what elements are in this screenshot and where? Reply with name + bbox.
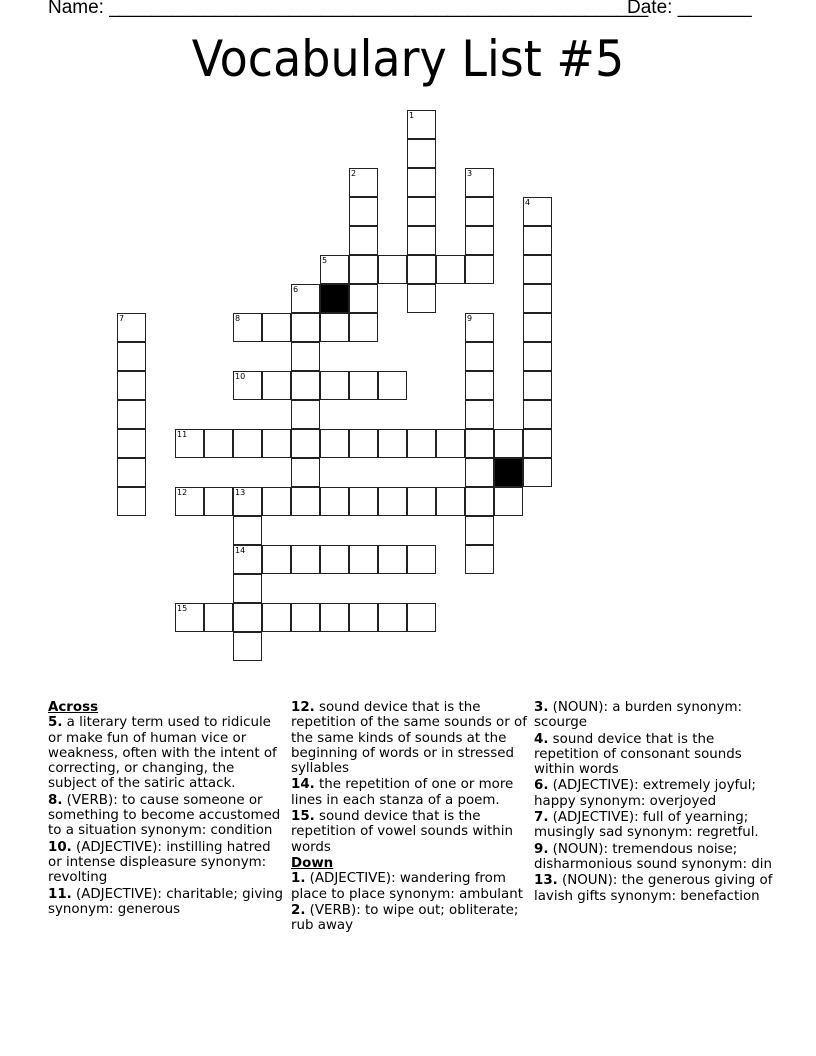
- clue-text: the repetition of one or more lines in each stanza of a poem.: [291, 777, 514, 808]
- grid-cell[interactable]: [233, 603, 262, 632]
- grid-cell[interactable]: [233, 632, 262, 661]
- grid-cell[interactable]: [407, 284, 436, 313]
- grid-cell[interactable]: [204, 487, 233, 516]
- grid-cell[interactable]: [436, 255, 465, 284]
- grid-cell[interactable]: [320, 545, 349, 574]
- clue-text: (ADJECTIVE): wandering from place to place synonym: ambulant: [291, 871, 523, 902]
- clue-number: 1.: [291, 871, 306, 887]
- grid-cell[interactable]: [407, 139, 436, 168]
- black-square: [320, 284, 349, 313]
- grid-cell[interactable]: [523, 226, 552, 255]
- grid-cell[interactable]: [349, 603, 378, 632]
- clue-number: 12.: [291, 700, 315, 715]
- grid-cell[interactable]: [320, 255, 349, 284]
- grid-cell[interactable]: [407, 545, 436, 574]
- clue-number-label: 9: [467, 314, 473, 323]
- clue-number-label: 10: [235, 372, 246, 381]
- clue-number: 9.: [534, 841, 549, 857]
- grid-cell[interactable]: [378, 255, 407, 284]
- clue-number: 5.: [48, 715, 63, 731]
- clue-number: 14.: [291, 777, 315, 793]
- clue-text: sound device that is the repetition of the same sounds or of the same kinds of sounds at the beginning of words or in stressed syllables: [291, 700, 527, 777]
- grid-cell[interactable]: [117, 458, 146, 487]
- clue-across-5: [48, 715, 283, 791]
- grid-cell[interactable]: [407, 168, 436, 197]
- clue-number: 4.: [534, 731, 549, 747]
- clue-down-1: [291, 871, 531, 902]
- clue-number-label: 4: [525, 198, 531, 207]
- clues-column-3: [534, 700, 774, 905]
- clue-number-label: 8: [235, 314, 241, 323]
- grid-cell[interactable]: [494, 487, 523, 516]
- grid-cell[interactable]: [262, 313, 291, 342]
- clue-number: 11.: [48, 886, 72, 902]
- grid-cell[interactable]: [465, 255, 494, 284]
- grid-cell[interactable]: [262, 487, 291, 516]
- clue-number: 7.: [534, 810, 549, 826]
- grid-cell[interactable]: [349, 371, 378, 400]
- clue-down-2: [291, 903, 531, 934]
- grid-cell[interactable]: [378, 371, 407, 400]
- down-heading: Down: [291, 855, 334, 871]
- clue-text: sound device that is the repetition of consonant sounds within words: [534, 731, 742, 778]
- across-heading: Across: [48, 700, 99, 715]
- grid-cell[interactable]: [465, 371, 494, 400]
- grid-cell[interactable]: [233, 371, 262, 400]
- grid-cell[interactable]: [320, 429, 349, 458]
- grid-cell[interactable]: [378, 429, 407, 458]
- grid-cell[interactable]: [291, 313, 320, 342]
- clue-text: (NOUN): the generous giving of lavish gifts synonym: benefaction: [534, 873, 773, 904]
- grid-cell[interactable]: [349, 313, 378, 342]
- grid-cell[interactable]: [291, 371, 320, 400]
- clue-text: (ADJECTIVE): extremely joyful; happy synonym: overjoyed: [534, 778, 756, 809]
- clue-number: 2.: [291, 902, 306, 918]
- grid-cell[interactable]: [117, 487, 146, 516]
- clue-number: 15.: [291, 809, 315, 825]
- clue-number-label: 3: [467, 169, 473, 178]
- clue-number-label: 15: [177, 604, 188, 613]
- grid-cell[interactable]: [465, 226, 494, 255]
- grid-cell[interactable]: [523, 313, 552, 342]
- grid-cell[interactable]: [233, 429, 262, 458]
- date-field[interactable]: Date: _______: [627, 0, 752, 18]
- grid-cell[interactable]: [407, 429, 436, 458]
- clue-text: (ADJECTIVE): charitable; giving synonym: generous: [48, 886, 284, 917]
- clue-text: (VERB): to cause someone or something to become accustomed to a situation synonym: condition: [48, 792, 281, 839]
- clue-down-4: [534, 732, 774, 778]
- grid-cell[interactable]: [291, 458, 320, 487]
- grid-cell[interactable]: [349, 168, 378, 197]
- grid-cell[interactable]: [233, 516, 262, 545]
- grid-cell[interactable]: [523, 255, 552, 284]
- clue-number: 6.: [534, 778, 549, 794]
- clue-number-label: 12: [177, 488, 188, 497]
- grid-cell[interactable]: [523, 371, 552, 400]
- grid-cell[interactable]: [494, 429, 523, 458]
- grid-cell[interactable]: [320, 371, 349, 400]
- name-field[interactable]: Name: ___________________________________________________: [48, 0, 649, 18]
- grid-cell[interactable]: [291, 400, 320, 429]
- grid-cell[interactable]: [175, 487, 204, 516]
- grid-cell[interactable]: [465, 168, 494, 197]
- clue-down-13: [534, 873, 774, 904]
- grid-cell[interactable]: [407, 487, 436, 516]
- grid-cell[interactable]: [349, 545, 378, 574]
- page-title: Vocabulary List #5: [191, 30, 625, 88]
- grid-cell[interactable]: [349, 429, 378, 458]
- grid-cell[interactable]: [523, 429, 552, 458]
- grid-cell[interactable]: [407, 603, 436, 632]
- grid-cell[interactable]: [262, 429, 291, 458]
- grid-cell[interactable]: [465, 400, 494, 429]
- clue-number: 10.: [48, 839, 72, 855]
- clue-down-3: [534, 700, 774, 731]
- grid-cell[interactable]: [436, 487, 465, 516]
- clue-across-14: [291, 777, 531, 808]
- grid-cell[interactable]: [117, 400, 146, 429]
- grid-cell[interactable]: [465, 429, 494, 458]
- clue-text: sound device that is the repetition of vowel sounds within words: [291, 809, 514, 855]
- clue-number-label: 2: [351, 169, 357, 178]
- clue-down-6: [534, 778, 774, 809]
- grid-cell[interactable]: [233, 487, 262, 516]
- grid-cell[interactable]: [465, 342, 494, 371]
- clue-number: 13.: [534, 873, 558, 889]
- clue-across-12: [291, 700, 531, 776]
- grid-cell[interactable]: [378, 545, 407, 574]
- grid-cell[interactable]: [175, 429, 204, 458]
- clue-number: 3.: [534, 700, 549, 715]
- grid-cell[interactable]: [117, 429, 146, 458]
- grid-cell[interactable]: [291, 284, 320, 313]
- grid-cell[interactable]: [291, 545, 320, 574]
- clue-down-7: [534, 810, 774, 841]
- black-square: [494, 458, 523, 487]
- grid-cell[interactable]: [233, 574, 262, 603]
- grid-cell[interactable]: [204, 429, 233, 458]
- clues-column-1: [48, 700, 283, 918]
- grid-cell[interactable]: [465, 313, 494, 342]
- clue-across-11: [48, 887, 283, 918]
- clue-number-label: 14: [235, 546, 246, 555]
- clue-text: a literary term used to ridicule or make fun of human vice or weakness, often with the intent of correcting, or changing, the subject of the satiric attack.: [48, 715, 277, 792]
- grid-cell[interactable]: [320, 313, 349, 342]
- clue-number-label: 5: [322, 256, 328, 265]
- grid-cell[interactable]: [291, 487, 320, 516]
- clue-text: (NOUN): a burden synonym: scourge: [534, 700, 743, 731]
- clue-number-label: 13: [235, 488, 246, 497]
- grid-cell[interactable]: [320, 603, 349, 632]
- grid-cell[interactable]: [465, 458, 494, 487]
- clue-text: (VERB): to wipe out; obliterate; rub away: [291, 902, 519, 934]
- grid-cell[interactable]: [117, 371, 146, 400]
- clue-down-9: [534, 842, 774, 873]
- grid-cell[interactable]: [407, 255, 436, 284]
- clue-across-15: [291, 809, 531, 855]
- clue-text: (ADJECTIVE): instilling hatred or intense displeasure synonym: revolting: [48, 839, 271, 886]
- grid-cell[interactable]: [291, 429, 320, 458]
- grid-cell[interactable]: [175, 603, 204, 632]
- grid-cell[interactable]: [320, 487, 349, 516]
- grid-cell[interactable]: [465, 545, 494, 574]
- grid-cell[interactable]: [523, 400, 552, 429]
- grid-cell[interactable]: [407, 226, 436, 255]
- grid-cell[interactable]: [117, 313, 146, 342]
- grid-cell[interactable]: [523, 197, 552, 226]
- grid-cell[interactable]: [262, 603, 291, 632]
- grid-cell[interactable]: [465, 197, 494, 226]
- grid-cell[interactable]: [436, 429, 465, 458]
- grid-cell[interactable]: [465, 516, 494, 545]
- clue-across-8: [48, 793, 283, 839]
- grid-cell[interactable]: [233, 545, 262, 574]
- grid-cell[interactable]: [262, 371, 291, 400]
- grid-cell[interactable]: [523, 342, 552, 371]
- clue-number: 8.: [48, 792, 63, 808]
- grid-cell[interactable]: [465, 487, 494, 516]
- grid-cell[interactable]: [523, 458, 552, 487]
- clue-text: (ADJECTIVE): full of yearning; musingly sad synonym: regretful.: [534, 810, 759, 841]
- grid-cell[interactable]: [349, 487, 378, 516]
- grid-cell[interactable]: [291, 342, 320, 371]
- grid-cell[interactable]: [204, 603, 233, 632]
- clue-across-10: [48, 840, 283, 886]
- clue-number-label: 11: [177, 430, 188, 439]
- clue-text: (NOUN): tremendous noise; disharmonious sound synonym: din: [534, 841, 772, 872]
- grid-cell[interactable]: [349, 284, 378, 313]
- grid-cell[interactable]: [291, 603, 320, 632]
- grid-cell[interactable]: [233, 313, 262, 342]
- grid-cell[interactable]: [407, 197, 436, 226]
- grid-cell[interactable]: [378, 487, 407, 516]
- grid-cell[interactable]: [523, 284, 552, 313]
- grid-cell[interactable]: [117, 342, 146, 371]
- clue-number-label: 7: [119, 314, 125, 323]
- grid-cell[interactable]: [407, 110, 436, 139]
- grid-cell[interactable]: [262, 545, 291, 574]
- clues-column-2: [291, 700, 531, 934]
- grid-cell[interactable]: [349, 197, 378, 226]
- clue-number-label: 1: [409, 111, 415, 120]
- grid-cell[interactable]: [378, 603, 407, 632]
- grid-cell[interactable]: [349, 226, 378, 255]
- grid-cell[interactable]: [349, 255, 378, 284]
- clue-number-label: 6: [293, 285, 299, 294]
